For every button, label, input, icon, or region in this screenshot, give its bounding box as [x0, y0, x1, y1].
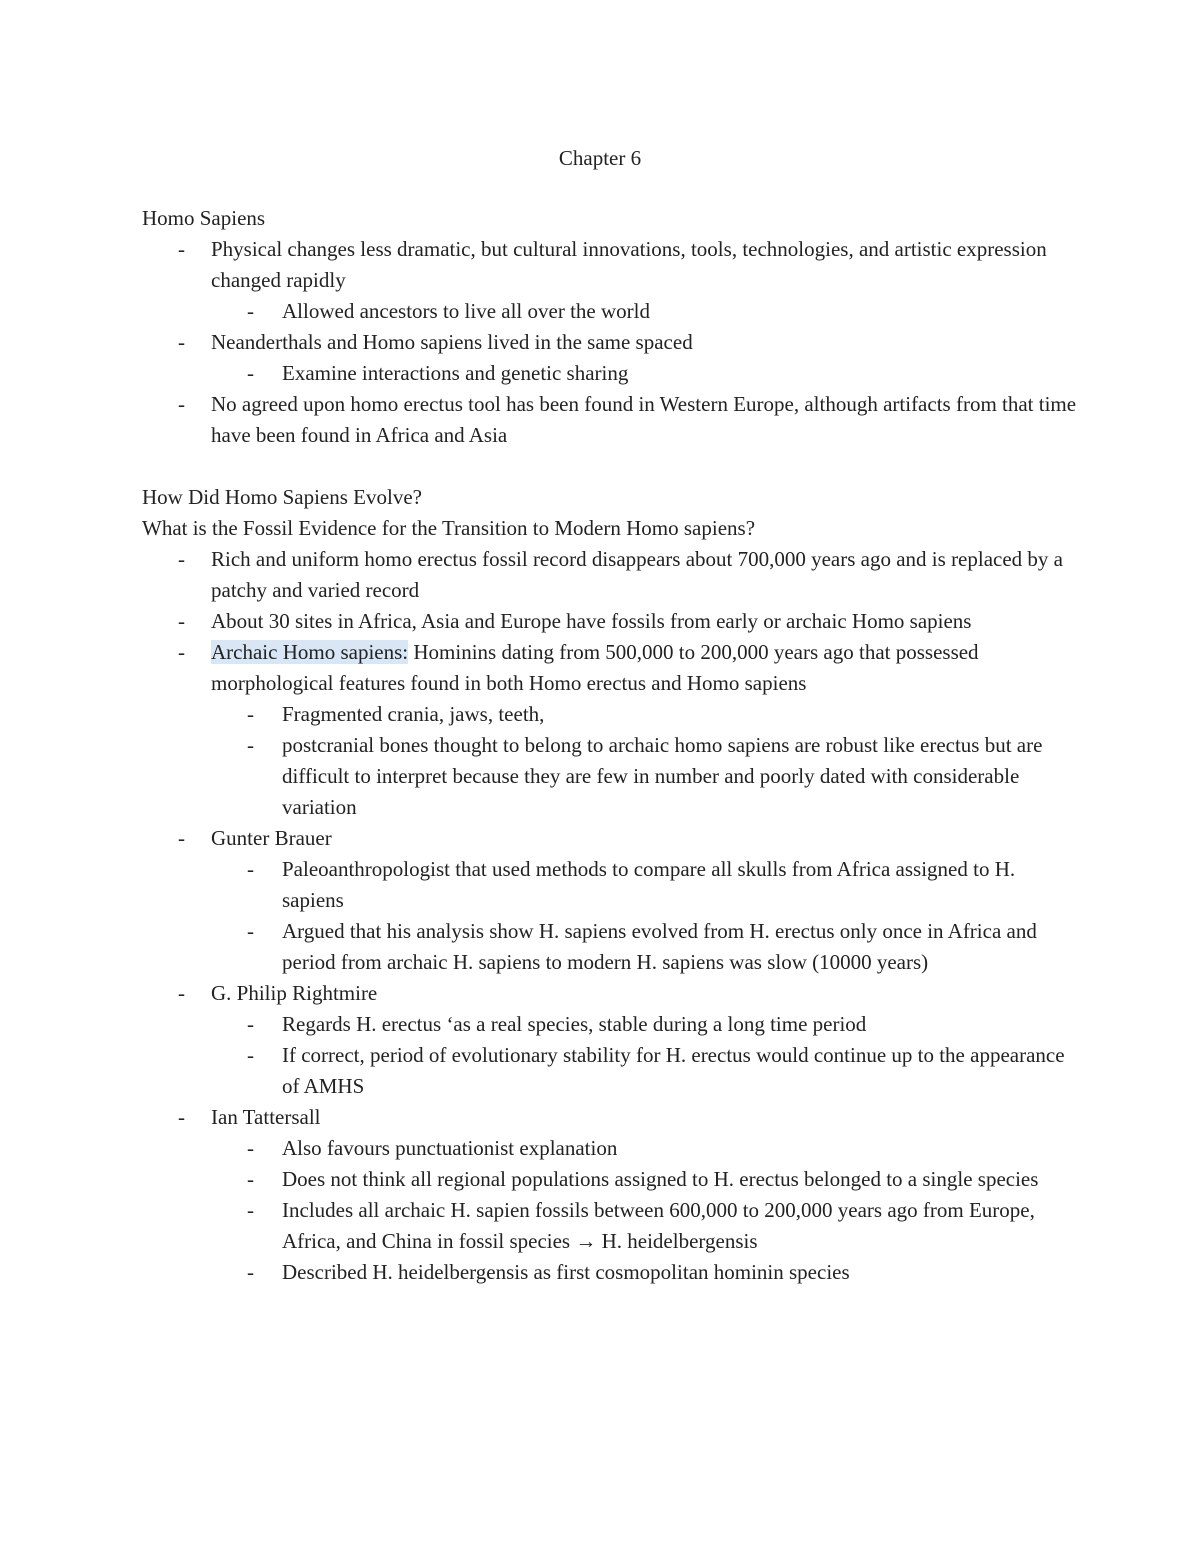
- sub-list-item-text: If correct, period of evolutionary stability for H. erectus would continue up to the appearance of AMHS: [282, 1043, 1065, 1098]
- sub-list-item: [211, 730, 1082, 823]
- list-item-text: No agreed upon homo erectus tool has been found in Western Europe, although artifacts from that time have been found in Africa and Asia: [211, 392, 1077, 447]
- sub-bullet-list: [211, 1009, 1082, 1102]
- list-item: [142, 234, 1082, 327]
- bullet-dash: -: [247, 299, 254, 323]
- bullet-dash: -: [247, 361, 254, 385]
- sub-list-item-text: Allowed ancestors to live all over the world: [282, 299, 650, 323]
- list-item: [142, 544, 1082, 606]
- sub-list-item-text: Does not think all regional populations assigned to H. erectus belonged to a single species: [282, 1167, 1039, 1191]
- section-heading: How Did Homo Sapiens Evolve?: [142, 485, 422, 509]
- sub-list-item: [211, 1040, 1082, 1102]
- list-item: [142, 978, 1082, 1102]
- list-item-text: Ian Tattersall: [211, 1105, 321, 1129]
- list-item: [142, 389, 1082, 451]
- list-item: [142, 637, 1082, 823]
- list-item-text: Rich and uniform homo erectus fossil record disappears about 700,000 years ago and is replaced by a patchy and varied record: [211, 547, 1063, 602]
- highlighted-term: Archaic Homo sapiens:: [211, 640, 409, 664]
- section-heading: Homo Sapiens: [142, 206, 266, 230]
- sub-list-item-text: Described H. heidelbergensis as first cosmopolitan hominin species: [282, 1260, 850, 1284]
- bullet-dash: -: [178, 640, 185, 664]
- bullet-dash: -: [247, 1167, 254, 1191]
- list-item: [142, 823, 1082, 978]
- sub-list-item-text: Also favours punctuationist explanation: [282, 1136, 618, 1160]
- section-subheading: What is the Fossil Evidence for the Transition to Modern Homo sapiens?: [142, 516, 756, 540]
- sub-list-item: [211, 358, 1082, 389]
- sub-bullet-list: [211, 854, 1082, 978]
- bullet-dash: -: [178, 609, 185, 633]
- sub-list-item-text: Includes all archaic H. sapien fossils between 600,000 to 200,000 years ago from Europe, Africa, and China in fossil species → H. heidelbergensis: [282, 1198, 1035, 1253]
- bullet-dash: -: [178, 547, 185, 571]
- bullet-dash: -: [178, 1105, 185, 1129]
- bullet-dash: -: [178, 330, 185, 354]
- list-item-text: Neanderthals and Homo sapiens lived in the same spaced: [211, 330, 693, 354]
- sub-list-item-text: postcranial bones thought to belong to archaic homo sapiens are robust like erectus but are difficult to interpret because they are few in number and poorly dated with considerable variation: [282, 733, 1043, 819]
- bullet-dash: -: [247, 919, 254, 943]
- bullet-dash: -: [247, 1136, 254, 1160]
- bullet-dash: -: [247, 1012, 254, 1036]
- sub-list-item-text: Paleoanthropologist that used methods to compare all skulls from Africa assigned to H. sapiens: [282, 857, 1016, 912]
- bullet-dash: -: [178, 981, 185, 1005]
- section-homo-sapiens: [142, 203, 1082, 451]
- bullet-dash: -: [247, 1043, 254, 1067]
- sub-list-item: [211, 699, 1082, 730]
- list-item: [142, 1102, 1082, 1288]
- document-body: [142, 203, 1082, 1288]
- sub-list-item: [211, 1009, 1082, 1040]
- bullet-list: [142, 234, 1082, 451]
- bullet-dash: -: [247, 1260, 254, 1284]
- bullet-dash: -: [247, 733, 254, 757]
- list-item-text: About 30 sites in Africa, Asia and Europe have fossils from early or archaic Homo sapiens: [211, 609, 972, 633]
- sub-list-item: [211, 296, 1082, 327]
- sub-list-item: [211, 916, 1082, 978]
- list-item: [142, 606, 1082, 637]
- bullet-dash: -: [247, 1198, 254, 1222]
- section-evolution: [142, 482, 1082, 1288]
- bullet-dash: -: [178, 237, 185, 261]
- sub-list-item-text: Fragmented crania, jaws, teeth,: [282, 702, 545, 726]
- list-item-text: G. Philip Rightmire: [211, 981, 378, 1005]
- sub-bullet-list: [211, 296, 1082, 327]
- sub-list-item-text: Argued that his analysis show H. sapiens evolved from H. erectus only once in Africa and period from archaic H. sapiens to modern H. sapiens was slow (10000 years): [282, 919, 1037, 974]
- sub-list-item: [211, 1133, 1082, 1164]
- sub-list-item: [211, 854, 1082, 916]
- sub-list-item-text: Examine interactions and genetic sharing: [282, 361, 629, 385]
- document-title: Chapter 6: [558, 146, 642, 170]
- sub-bullet-list: [211, 699, 1082, 823]
- sub-list-item: [211, 1164, 1082, 1195]
- bullet-dash: -: [247, 857, 254, 881]
- list-item-text: Gunter Brauer: [211, 826, 332, 850]
- list-item-text: Physical changes less dramatic, but cultural innovations, tools, technologies, and artistic expression changed rapidly: [211, 237, 1047, 292]
- bullet-dash: -: [247, 702, 254, 726]
- sub-list-item: [211, 1257, 1082, 1288]
- sub-list-item-text: Regards H. erectus ‘as a real species, stable during a long time period: [282, 1012, 867, 1036]
- sub-bullet-list: [211, 358, 1082, 389]
- list-item-text: Hominins dating from 500,000 to 200,000 years ago that possessed morphological features found in both Homo erectus and Homo sapiens: [211, 640, 979, 695]
- bullet-dash: -: [178, 392, 185, 416]
- sub-list-item: [211, 1195, 1082, 1257]
- sub-bullet-list: [211, 1133, 1082, 1288]
- bullet-list: [142, 544, 1082, 1288]
- bullet-dash: -: [178, 826, 185, 850]
- list-item: [142, 327, 1082, 389]
